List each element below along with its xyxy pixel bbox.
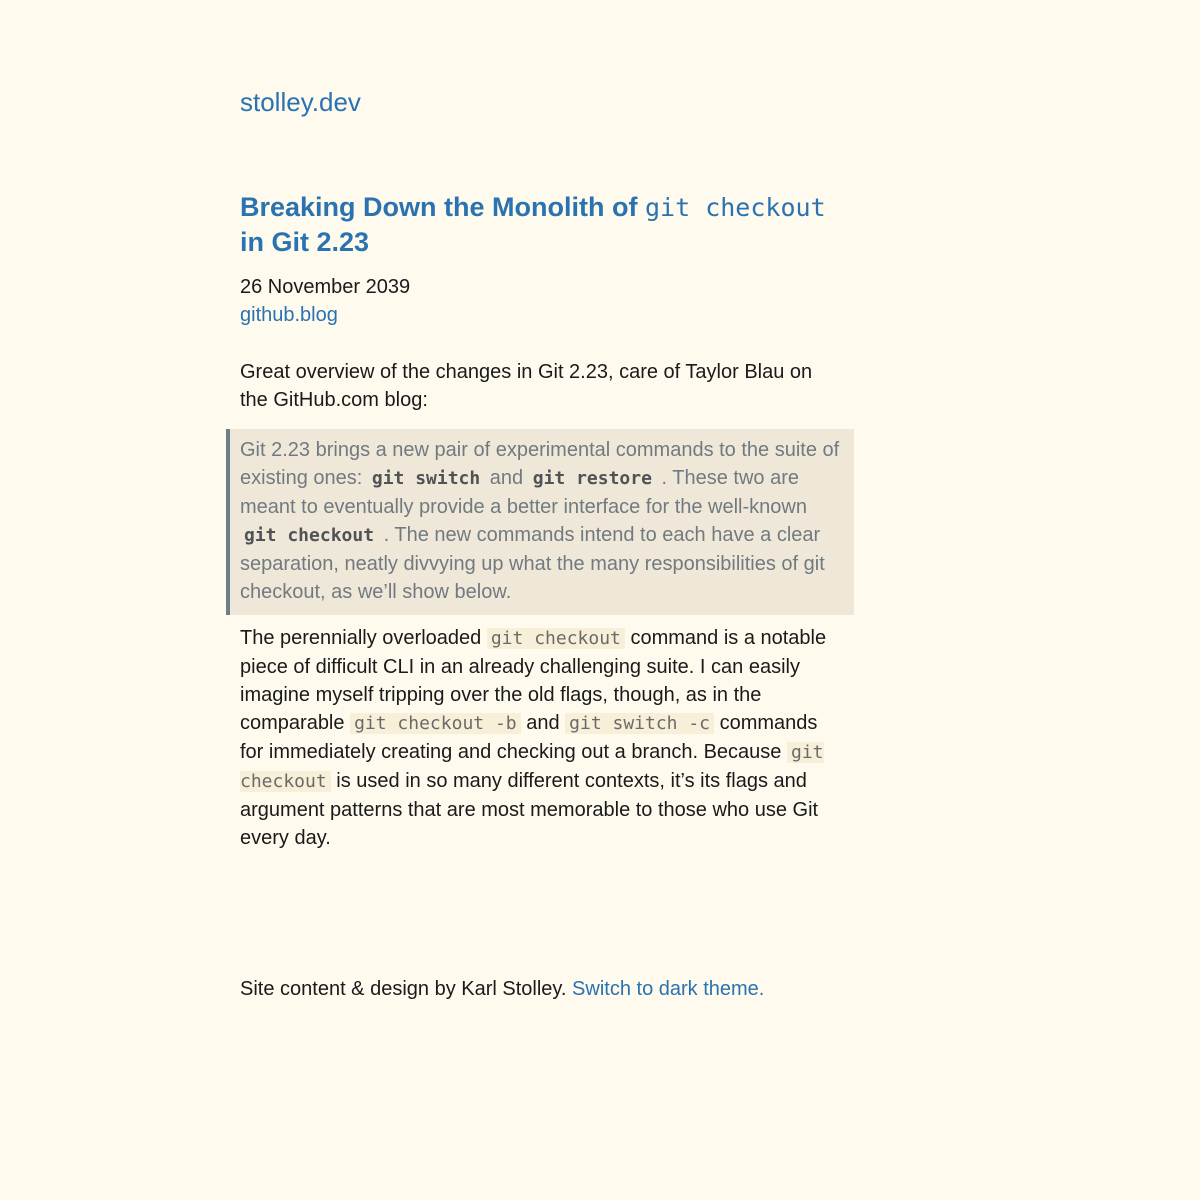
code-git-restore: git restore xyxy=(532,468,652,489)
code-git-switch: git switch xyxy=(371,468,481,489)
quote-text-4: . The new commands intend to each have a clear separation, neatly divvying up what the many responsibilities of git checkout, as we’ll show below. xyxy=(240,524,825,603)
blockquote-text xyxy=(240,436,844,606)
quote-text-1: Git 2.23 brings a new pair of experimental commands to the suite of existing ones: xyxy=(240,439,840,489)
inline-code-git-checkout-b: git checkout -b xyxy=(350,713,521,734)
body-text-5: is used in so many different contexts, it’s its flags and argument patterns that are most memorable to those who use Git every day. xyxy=(240,770,819,849)
body-paragraph xyxy=(240,624,845,852)
site-footer xyxy=(240,975,940,1003)
body-text-4: commands for immediately creating and checking out a branch. Because xyxy=(240,712,818,763)
quote-text-2: and xyxy=(489,467,524,489)
post-date: 26 November 2039 xyxy=(240,276,411,298)
quote-text-3: . These two are meant to eventually provide a better interface for the well-known xyxy=(240,467,807,518)
blockquote xyxy=(226,429,854,615)
body-text-1: The perennially overloaded xyxy=(240,627,482,649)
post-title-suffix: in Git 2.23 xyxy=(240,227,370,257)
inline-code-git-switch-c: git switch -c xyxy=(565,713,714,734)
footer-credit: Site content & design by Karl Stolley. xyxy=(240,978,567,1000)
body-text-2: command is a notable piece of difficult CLI in an already challenging suite. I can easily imagine myself tripping over the old flags, though, as in the comparable xyxy=(240,627,827,734)
post-meta xyxy=(240,273,854,329)
post-title-text: Breaking Down the Monolith of xyxy=(240,192,638,222)
intro-paragraph: Great overview of the changes in Git 2.23, care of Taylor Blau on the GitHub.com blog: xyxy=(240,361,813,411)
dark-theme-toggle-link[interactable]: Switch to dark theme. xyxy=(572,978,765,1000)
code-git-checkout: git checkout xyxy=(244,525,375,546)
body-text-3: and xyxy=(526,712,560,734)
source-link[interactable]: github.blog xyxy=(240,304,338,326)
post-title-code: git checkout xyxy=(645,193,826,222)
post-title[interactable] xyxy=(240,190,854,260)
inline-code-git-checkout: git checkout xyxy=(487,628,625,649)
site-home-link[interactable]: stolley.dev xyxy=(240,87,361,117)
inline-code-git-checkout-2: git checkout xyxy=(240,742,824,792)
